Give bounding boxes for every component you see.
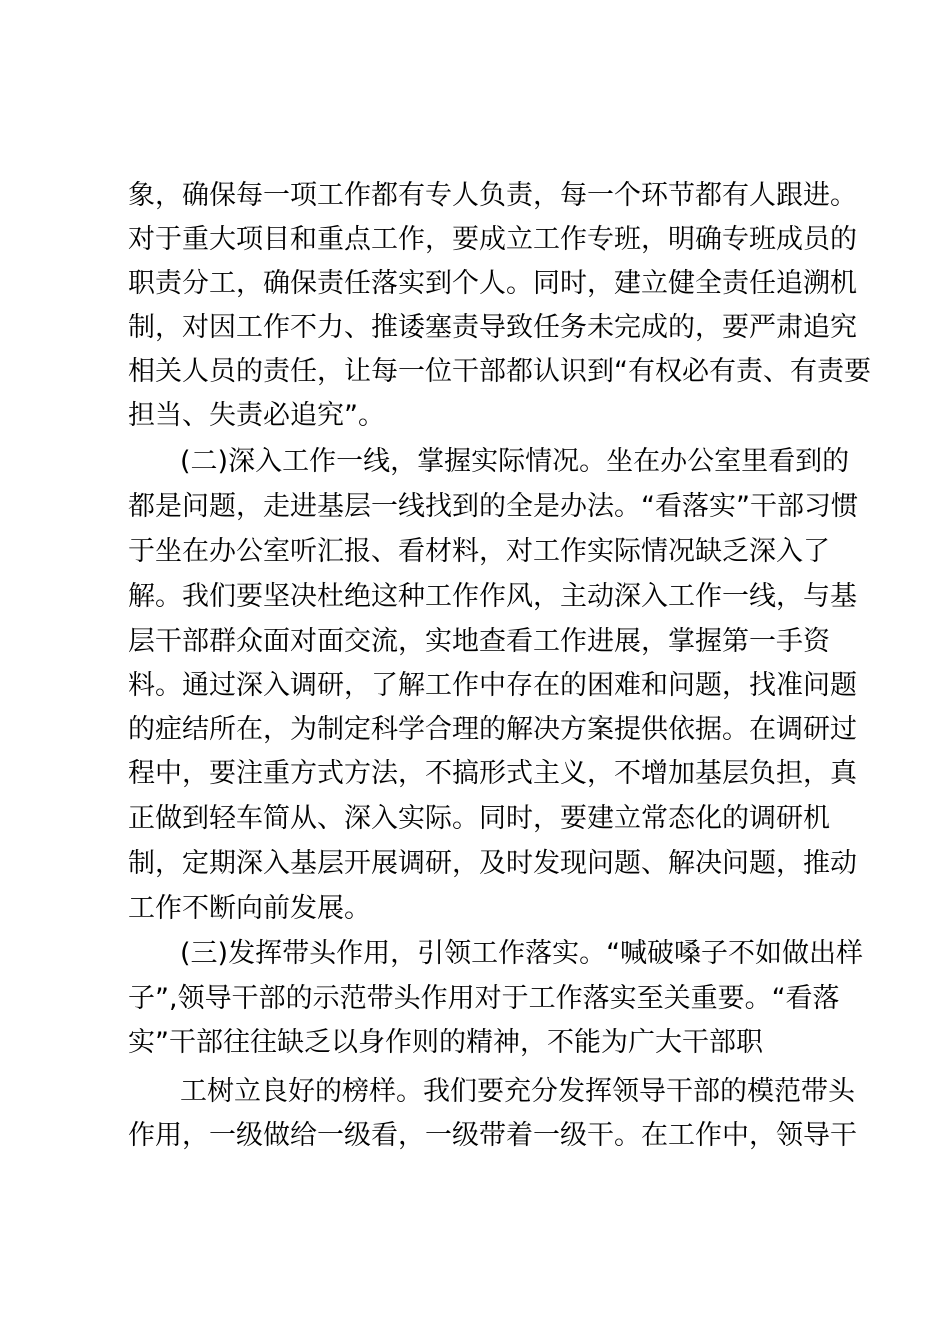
text-line-17: 工作不断向前发展。 bbox=[128, 893, 371, 924]
text-line-1: 象，确保每一项工作都有专人负责，每一个环节都有人跟进。 bbox=[128, 180, 857, 211]
section-heading-3: (三)发挥带头作用，引领工作落实。“喊破嗓子不如做出样 bbox=[180, 938, 864, 969]
text-line-11: 层干部群众面对面交流，实地查看工作进展，掌握第一手资 bbox=[128, 626, 830, 657]
text-line-13: 的症结所在，为制定科学合理的解决方案提供依据。在调研过 bbox=[128, 714, 857, 745]
text-line-3: 职责分工，确保责任落实到个人。同时，建立健全责任追溯机 bbox=[128, 268, 857, 299]
text-line-15: 正做到轻车简从、深入实际。同时，要建立常态化的调研机 bbox=[128, 803, 830, 834]
text-line-2: 对于重大项目和重点工作，要成立工作专班，明确专班成员的 bbox=[128, 224, 857, 255]
text-line-21: 工树立良好的榜样。我们要充分发挥领导干部的模范带头 bbox=[180, 1076, 855, 1107]
text-line-6: 担当、失责必追究”。 bbox=[128, 400, 385, 431]
text-line-10: 解。我们要坚决杜绝这种工作作风，主动深入工作一线，与基 bbox=[128, 581, 857, 612]
text-line-12: 料。通过深入调研，了解工作中存在的困难和问题，找准问题 bbox=[128, 670, 857, 701]
text-line-16: 制，定期深入基层开展调研，及时发现问题、解决问题，推动 bbox=[128, 848, 857, 879]
text-line-5: 相关人员的责任，让每一位干部都认识到“有权必有责、有责要 bbox=[128, 356, 871, 387]
text-line-8: 都是问题，走进基层一线找到的全是办法。“看落实”干部习惯 bbox=[128, 491, 858, 522]
text-line-14: 程中，要注重方式方法，不搞形式主义，不增加基层负担，真 bbox=[128, 758, 857, 789]
text-line-4: 制，对因工作不力、推诿塞责导致任务未完成的，要严肃追究 bbox=[128, 312, 857, 343]
text-line-9: 于坐在办公室听汇报、看材料，对工作实际情况缺乏深入了 bbox=[128, 536, 830, 567]
section-heading-2: (二)深入工作一线，掌握实际情况。坐在办公室里看到的 bbox=[180, 446, 850, 477]
text-line-19: 子”,领导干部的示范带头作用对于工作落实至关重要。“看落 bbox=[128, 983, 840, 1014]
text-line-20: 实”干部往往缺乏以身作则的精神，不能为广大干部职 bbox=[128, 1027, 763, 1058]
text-line-22: 作用，一级做给一级看，一级带着一级干。在工作中，领导干 bbox=[128, 1120, 857, 1151]
